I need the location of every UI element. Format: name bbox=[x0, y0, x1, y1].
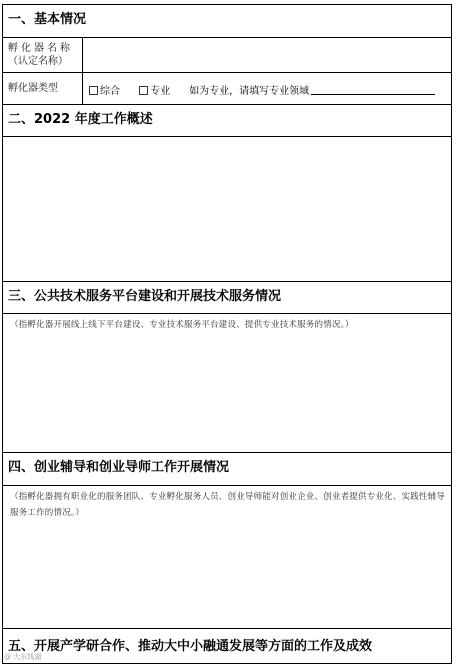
specialized-field-hint: 如为专业，请填写专业领域 bbox=[189, 86, 310, 97]
section3-header bbox=[3, 282, 451, 314]
incubator-type-options bbox=[83, 73, 451, 104]
incubator-name-field[interactable] bbox=[83, 38, 451, 72]
incubator-name-label-line2: （认定名称） bbox=[8, 56, 68, 67]
incubator-type-label: 孵化器类型 bbox=[3, 73, 83, 104]
section1-header bbox=[3, 5, 451, 38]
section3-title: 三、公共技术服务平台建设和开展技术服务情况 bbox=[8, 289, 282, 304]
specialized-field-input[interactable] bbox=[311, 84, 435, 95]
section2-title: 二、2022 年度工作概述 bbox=[8, 112, 153, 127]
section3-note: （指孵化器开展线上线下平台建设、专业技术服务平台建设、提供专业技术服务的情况。） bbox=[10, 320, 354, 330]
incubator-type-row bbox=[3, 73, 451, 105]
section2-content-area[interactable] bbox=[3, 137, 451, 282]
section4-note: （指孵化器拥有职业化的服务团队、专业孵化服务人员、创业导师能对创业企业、创业者提供专业化、实践性辅导服务工作的情况。） bbox=[10, 492, 446, 518]
incubator-name-label-line1: 孵化器名称 bbox=[8, 43, 73, 54]
section2-header bbox=[3, 105, 451, 137]
section4-content-area[interactable] bbox=[3, 486, 451, 629]
section4-title: 四、创业辅导和创业导师工作开展情况 bbox=[8, 460, 230, 475]
incubator-report-form bbox=[2, 4, 452, 664]
option-specialized[interactable]: 专业 bbox=[139, 86, 170, 97]
incubator-name-row bbox=[3, 38, 451, 73]
section5-title: 五、开展产学研合作、推动大中小融通发展等方面的工作及成效 bbox=[8, 639, 373, 654]
incubator-name-label bbox=[3, 38, 83, 72]
section3-content-area[interactable] bbox=[3, 314, 451, 453]
option-comprehensive[interactable]: 综合 bbox=[89, 86, 120, 97]
checkbox-icon[interactable] bbox=[89, 86, 98, 95]
watermark: @ 大东钱湖 bbox=[4, 653, 42, 661]
section4-header bbox=[3, 453, 451, 486]
section5-header bbox=[3, 629, 451, 665]
checkbox-icon[interactable] bbox=[139, 86, 148, 95]
section1-title: 一、基本情况 bbox=[8, 12, 87, 27]
